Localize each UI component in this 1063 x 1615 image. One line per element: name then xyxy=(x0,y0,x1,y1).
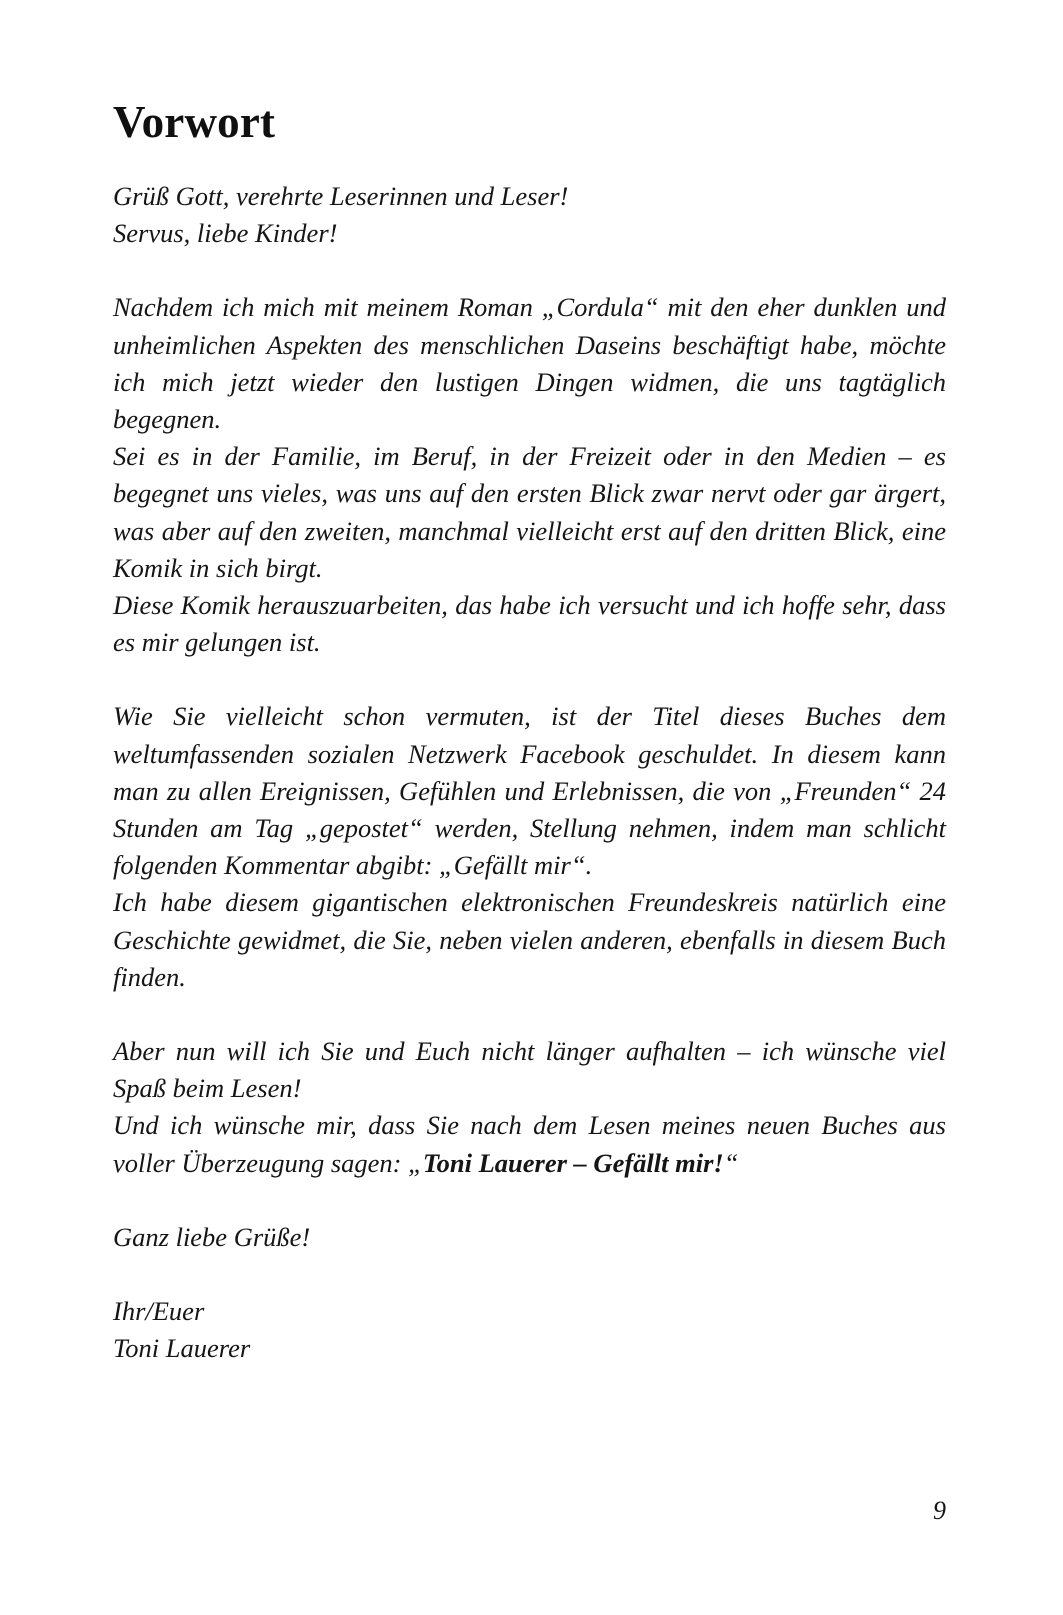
greeting-block xyxy=(113,178,946,252)
signature-salutation: Ihr/Euer xyxy=(113,1296,205,1327)
page-number: 9 xyxy=(933,1496,946,1525)
closing-greeting-block xyxy=(113,1219,946,1256)
paragraph-1-sentence-1: Nachdem ich mich mit meinem Roman „Cordula“ mit den eher dunklen und unheimlichen Aspekten des menschlichen Daseins beschäftigt habe, möchte ich mich jetzt wieder den lustigen Dingen widmen, die uns tagtäglich begegnen. xyxy=(113,292,946,435)
paragraph-1 xyxy=(113,289,946,661)
paragraph-3-sentence-2-suffix: “ xyxy=(723,1147,739,1178)
paragraph-2 xyxy=(113,698,946,996)
greeting-line-1: Grüß Gott, verehrte Leserinnen und Leser! xyxy=(113,181,569,211)
paragraph-3-sentence-2-prefix: Und ich wünsche mir, dass Sie nach dem Lesen meines neuen Buches aus voller Überzeugung sagen: „ xyxy=(113,1110,946,1178)
paragraph-1-sentence-2: Sei es in der Familie, im Beruf, in der Freizeit oder in den Medien – es begegnet uns vieles, was uns auf den ersten Blick zwar nervt oder gar ärgert, was aber auf den zweiten, manchmal vielleicht erst auf den dritten Blick, eine Komik in sich birgt. xyxy=(113,441,946,583)
paragraph-2-sentence-1: Wie Sie vielleicht schon vermuten, ist der Titel dieses Buches dem weltumfassenden sozialen Netzwerk Facebook geschuldet. In diesem kann man zu allen Ereignissen, Gefühlen und Erlebnissen, die von „Freunden“ 24 Stunden am Tag „gepostet“ werden, Stellung nehmen, indem man schlicht folgenden Kommentar abgibt: „Gefällt mir“. xyxy=(113,701,946,881)
page-text-block xyxy=(113,96,946,1404)
paragraph-3 xyxy=(113,1033,946,1182)
greeting-line-2: Servus, liebe Kinder! xyxy=(113,218,338,249)
closing-greeting: Ganz liebe Grüße! xyxy=(113,1221,311,1252)
paragraph-3-sentence-1: Aber nun will ich Sie und Euch nicht länger aufhalten – ich wünsche viel Spaß beim Lesen! xyxy=(113,1036,946,1104)
paragraph-1-sentence-3: Diese Komik herauszuarbeiten, das habe ich versucht und ich hoffe sehr, dass es mir gelungen ist. xyxy=(113,590,946,658)
signature-author-name: Toni Lauerer xyxy=(113,1333,251,1364)
signature-block xyxy=(113,1293,946,1367)
book-title-emphasis: Toni Lauerer – Gefällt mir! xyxy=(422,1147,724,1178)
paragraph-2-sentence-2: Ich habe diesem gigantischen elektronischen Freundeskreis natürlich eine Geschichte gewidmet, die Sie, neben vielen anderen, ebenfalls in diesem Buch finden. xyxy=(113,887,946,992)
page-title: Vorwort xyxy=(113,97,276,147)
